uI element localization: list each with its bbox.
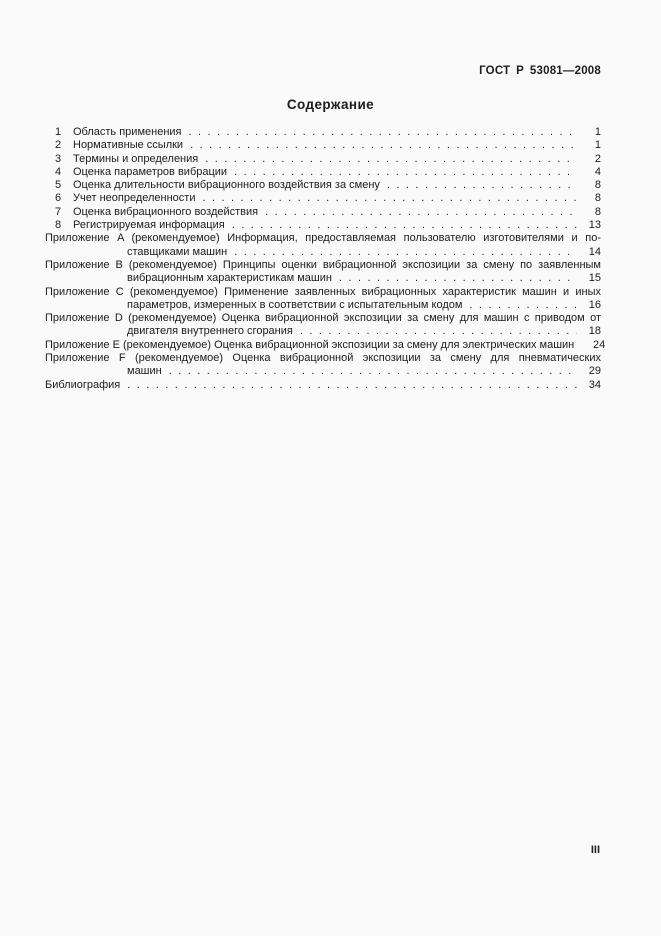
document-code: ГОСТ Р 53081—2008 (479, 65, 601, 77)
dot-leader (189, 126, 578, 139)
dot-leader (234, 246, 577, 259)
toc-entry (45, 259, 601, 272)
toc-entry-page: 1 (594, 126, 601, 138)
toc-entry-number: 8 (55, 219, 62, 232)
toc-entry (45, 325, 601, 338)
toc-entry-title: Оценка вибрационного воздействия (73, 205, 259, 218)
toc-entry-title: Нормативные ссылки (73, 139, 184, 152)
toc-entry-title: Оценка параметров вибрации (73, 165, 228, 178)
toc-entry-title: Приложение B (рекомендуемое) Принципы оценки вибрационной экспозиции за смену по заявленным (45, 258, 601, 271)
toc-entry-title: двигателя внутреннего сгорания (127, 325, 293, 338)
toc-entry (45, 272, 601, 285)
toc-entry-number: 5 (55, 179, 62, 192)
toc-entry (45, 312, 601, 325)
toc-entry-title: Оценка длительности вибрационного воздействия за смену (73, 179, 380, 192)
toc-entry (45, 126, 601, 139)
toc-entry-page: 29 (588, 365, 601, 378)
dot-leader (205, 153, 577, 166)
toc-entry-page: 8 (594, 179, 601, 192)
toc-entry-page: 15 (588, 272, 601, 285)
dot-leader (265, 206, 577, 219)
toc-entry-page: 4 (594, 165, 601, 178)
toc-entry-number: 4 (55, 165, 62, 178)
folio-page-number: III (590, 844, 600, 856)
toc-entry-title: Приложение F (рекомендуемое) Оценка вибрационной экспозиции за смену для пневматических (45, 352, 601, 365)
dot-leader (469, 299, 577, 312)
dot-leader (202, 192, 577, 205)
toc-entry-page: 8 (594, 192, 601, 205)
toc-entry (45, 153, 601, 166)
toc-entry-title: вибрационным характеристикам машин (127, 272, 332, 285)
toc-entry-title: параметров, измеренных в соответствии с испытательным кодом (127, 298, 463, 311)
toc-entry (45, 286, 601, 299)
dot-leader (127, 379, 577, 392)
toc-entry-title: Приложение C (рекомендуемое) Применение заявленных вибрационных характеристик машин и иных (45, 285, 601, 298)
table-of-contents (45, 126, 606, 392)
toc-entry-title: Приложение D (рекомендуемое) Оценка вибрационной экспозиции за смену для машин с приводом от (45, 312, 601, 325)
dot-leader (169, 365, 577, 378)
toc-entry-title: Область применения (73, 126, 182, 138)
toc-entry (45, 139, 601, 152)
page-title: Содержание (286, 97, 375, 112)
toc-entry (45, 179, 601, 192)
toc-entry-title: Библиография (45, 378, 121, 391)
toc-entry-title: машин (127, 365, 162, 378)
dot-leader (300, 325, 577, 338)
toc-entry (45, 246, 601, 259)
toc-entry-title: Регистрируемая информация (73, 219, 225, 232)
toc-entry-number: 6 (55, 192, 62, 205)
toc-entry (45, 192, 601, 205)
toc-entry-page: 2 (594, 152, 601, 165)
toc-entry-number: 7 (55, 205, 62, 218)
toc-entry-number: 2 (55, 139, 62, 152)
toc-entry-page: 8 (594, 205, 601, 218)
toc-entry-page: 1 (594, 139, 601, 152)
toc-entry (45, 166, 601, 179)
toc-entry (45, 365, 601, 378)
toc-entry-number: 3 (55, 152, 62, 165)
toc-entry (45, 299, 601, 312)
toc-entry-page: 24 (593, 338, 606, 351)
toc-entry-title: ставщиками машин (127, 245, 228, 258)
dot-leader (339, 272, 577, 285)
toc-entry (45, 206, 601, 219)
toc-entry-number: 1 (55, 126, 62, 138)
toc-entry-title: Термины и определения (73, 152, 199, 165)
dot-leader (232, 219, 577, 232)
toc-entry-page: 13 (588, 219, 601, 232)
toc-entry-page: 14 (588, 245, 601, 258)
toc-entry-page: 34 (588, 378, 601, 391)
toc-entry (45, 352, 601, 365)
toc-entry-page: 16 (588, 298, 601, 311)
toc-entry-title: Учет неопределенности (73, 192, 196, 205)
dot-leader (190, 139, 577, 152)
toc-entry-page: 18 (588, 325, 601, 338)
toc-entry (45, 338, 606, 352)
dot-leader (234, 166, 577, 179)
toc-entry (45, 232, 601, 245)
toc-entry (45, 379, 601, 392)
toc-entry-title: Приложение A (рекомендуемое) Информация, предоставляемая пользователю изготовителями и по- (45, 232, 601, 245)
toc-entry (45, 219, 601, 232)
toc-entry-title: Приложение E (рекомендуемое) Оценка вибрационной экспозиции за смену для электрических машин (45, 338, 575, 351)
dot-leader (387, 179, 577, 192)
